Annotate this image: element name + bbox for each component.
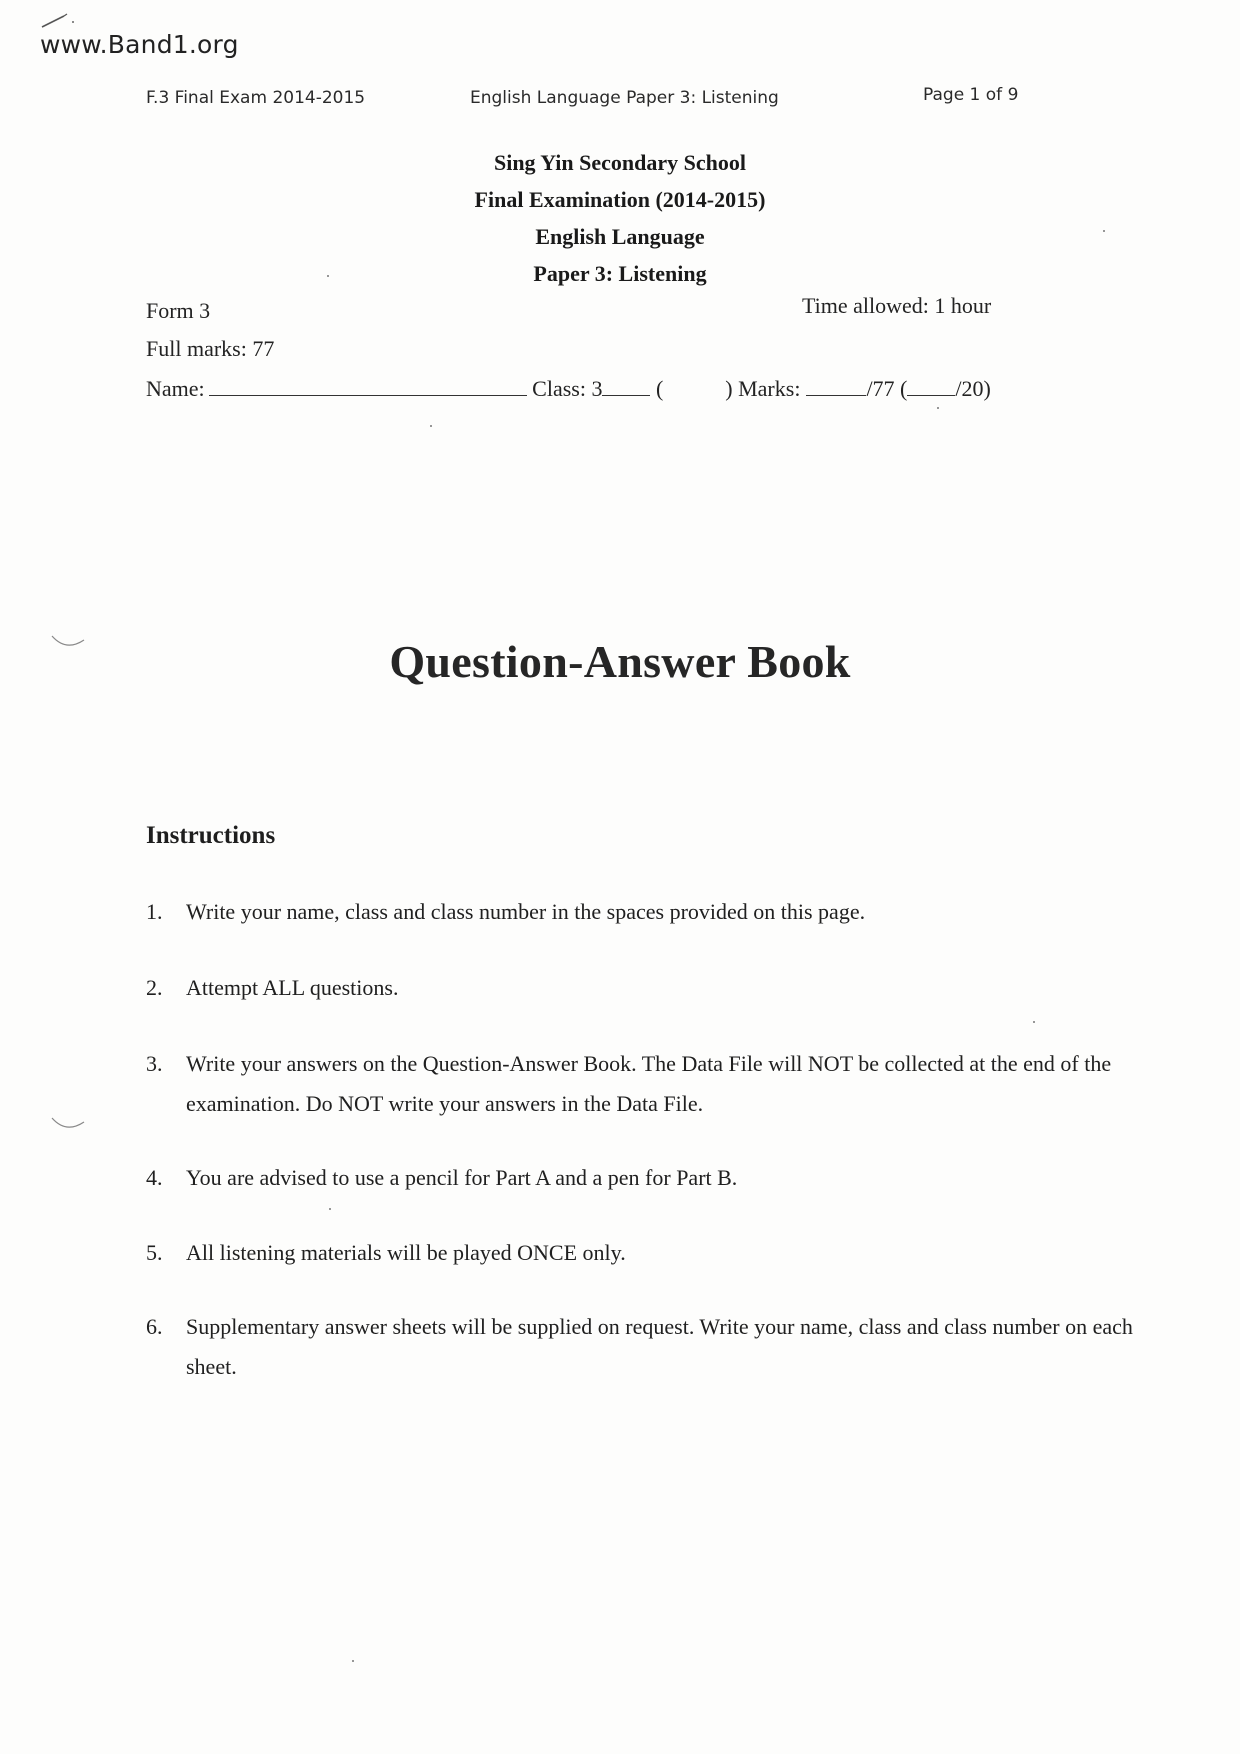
instruction-text: Write your answers on the Question-Answer Book. The Data File will NOT be collected at the end of the examination. Do NOT write your answers in the Data File. [186,1051,1112,1116]
page-number: Page 1 of 9 [923,85,1019,105]
scan-speck [937,407,939,409]
instruction-text: All listening materials will be played ONCE only. [186,1240,626,1265]
class-number-open-paren: ( [655,376,664,401]
converted-marks-field[interactable] [907,373,955,396]
scan-speck [352,1660,354,1662]
marks-field[interactable] [806,373,866,396]
subject-name: English Language [535,224,705,249]
instruction-text: Supplementary answer sheets will be supplied on request. Write your name, class and class number on each sheet. [186,1314,1133,1379]
punch-hole-mark [48,1112,88,1134]
instruction-number: 1. [146,899,163,924]
pencil-icon [40,12,74,30]
full-marks: Full marks: 77 [146,336,275,361]
marks-label: ) Marks: [725,376,801,401]
student-info-line [146,373,991,402]
converted-total: /20) [955,376,991,401]
instructions-heading: Instructions [146,822,276,849]
name-field[interactable] [209,373,527,396]
instruction-number: 4. [146,1165,163,1190]
instruction-text: You are advised to use a pencil for Part A and a pen for Part B. [186,1165,738,1190]
form-level: Form 3 [146,298,211,323]
time-allowed: Time allowed: 1 hour [802,293,992,318]
instruction-text: Write your name, class and class number in the spaces provided on this page. [186,899,866,924]
running-header-center: English Language Paper 3: Listening [470,88,779,108]
scan-speck [329,1208,331,1210]
exam-name: Final Examination (2014-2015) [474,187,766,212]
scan-speck [1033,1021,1035,1023]
name-label: Name: [146,376,205,401]
instruction-number: 2. [146,975,163,1000]
marks-total: /77 ( [866,376,908,401]
running-header-left: F.3 Final Exam 2014-2015 [146,88,366,108]
instruction-number: 6. [146,1314,163,1339]
instruction-text: Attempt ALL questions. [186,975,399,1000]
book-title: Question-Answer Book [389,636,851,687]
instruction-number: 5. [146,1240,163,1265]
paper-name: Paper 3: Listening [533,261,707,286]
watermark-site: www.Band1.org [40,30,239,59]
school-name: Sing Yin Secondary School [493,150,747,175]
scan-speck [1103,230,1105,232]
class-field[interactable] [602,373,650,396]
scan-speck [327,275,329,277]
instruction-number: 3. [146,1051,163,1076]
scan-speck [430,425,432,427]
punch-hole-mark [48,630,88,652]
title-block [0,144,1240,292]
class-label: Class: 3 [532,376,603,401]
